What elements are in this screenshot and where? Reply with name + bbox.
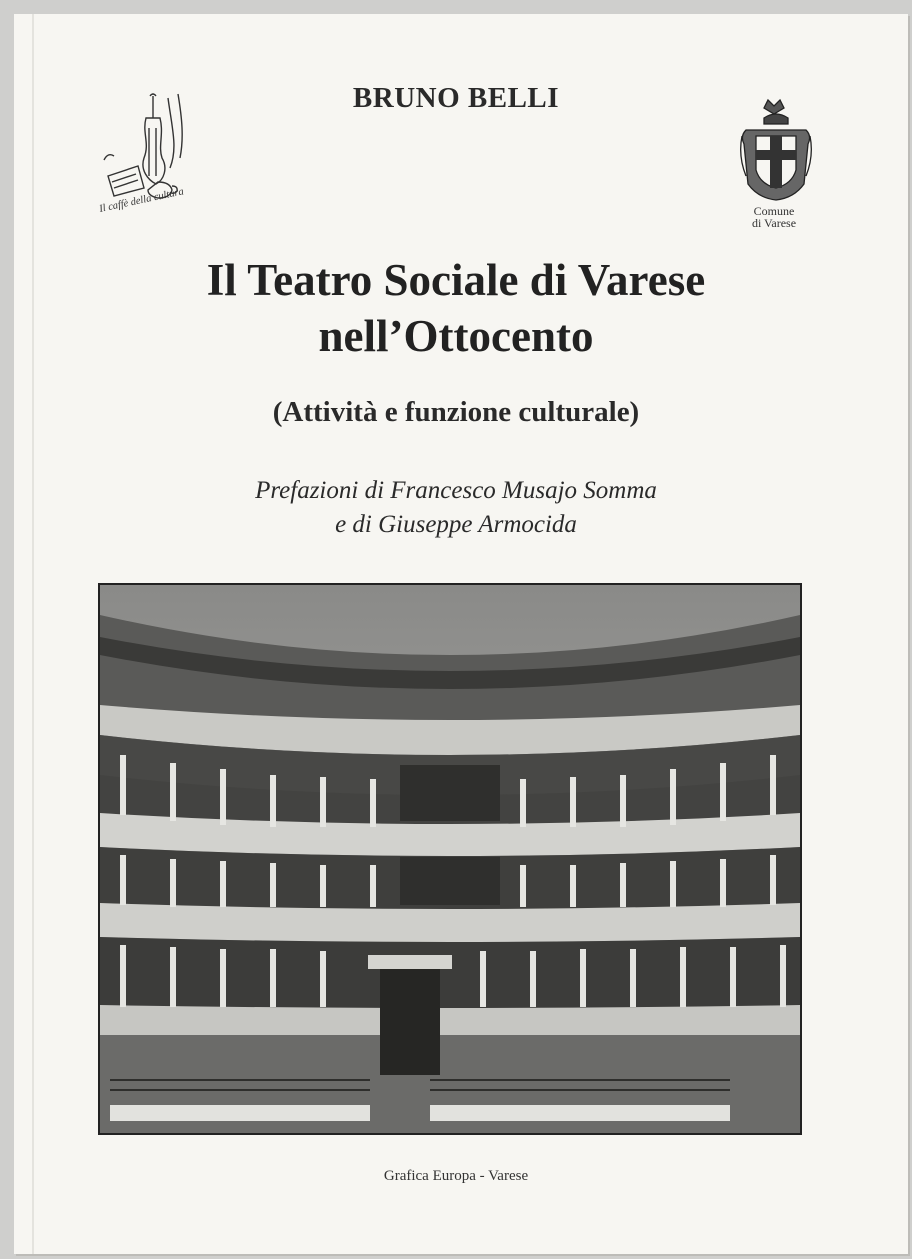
left-logo-text: Il caffè della cultura <box>98 186 185 215</box>
preface-line-2: e di Giuseppe Armocida <box>335 511 577 538</box>
book-title <box>0 252 912 364</box>
preface-credits <box>0 474 912 542</box>
comune-line1: Comune <box>753 204 795 218</box>
preface-line-1: Prefazioni di Francesco Musajo Somma <box>255 477 657 504</box>
theatre-illustration <box>100 585 800 1133</box>
title-line-2: nell’Ottocento <box>318 311 594 361</box>
author-name: BRUNO BELLI <box>352 82 560 114</box>
title-line-1: Il Teatro Sociale di Varese <box>206 255 706 305</box>
book-subtitle: (Attività e funzione culturale) <box>272 396 640 428</box>
theatre-interior-photo <box>98 583 802 1135</box>
comune-label <box>734 205 814 229</box>
comune-line2: di Varese <box>751 216 797 230</box>
spine-fold <box>32 14 34 1254</box>
publisher-name: Grafica Europa - Varese <box>383 1168 529 1184</box>
